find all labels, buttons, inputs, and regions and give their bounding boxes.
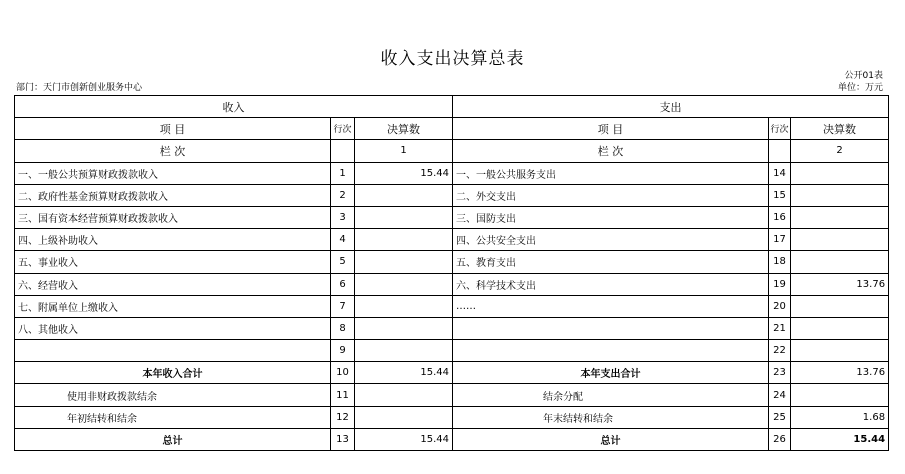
income-row-number: 4 [331, 229, 355, 251]
header-row-columns [15, 118, 889, 140]
form-number: 公开01表 [844, 71, 883, 81]
table-row [15, 273, 889, 295]
income-row-number: 7 [331, 295, 355, 317]
income-row-number: 6 [331, 273, 355, 295]
expense-item-header: 项 目 [453, 118, 769, 140]
expense-row-number: 18 [769, 251, 791, 273]
expense-total-no: 23 [769, 362, 791, 384]
expense-item-label: 四、公共安全支出 [453, 229, 769, 251]
expense-amount [791, 184, 889, 206]
expense-item-label: 三、国防支出 [453, 206, 769, 228]
unit-label: 单位：万元 [837, 83, 883, 93]
total-row [15, 362, 889, 384]
expense-column-number: 2 [791, 140, 889, 162]
expense-column-blank [769, 140, 791, 162]
expense-item-label [453, 340, 769, 362]
expense-total-amount: 13.76 [791, 362, 889, 384]
table-row [15, 317, 889, 339]
income-amount [355, 295, 453, 317]
income-item-label: 六、经营收入 [15, 273, 331, 295]
income-item-label: 三、国有资本经营预算财政拨款收入 [15, 206, 331, 228]
table-row [15, 229, 889, 251]
expense-end-amount: 1.68 [791, 406, 889, 428]
income-grand-amount: 15.44 [355, 428, 453, 450]
expense-distribution-no: 24 [769, 384, 791, 406]
expense-amount [791, 206, 889, 228]
income-header: 收入 [15, 96, 453, 118]
expense-amount-header: 决算数 [791, 118, 889, 140]
income-column-blank [331, 140, 355, 162]
expense-row-number: 16 [769, 206, 791, 228]
expense-item-label: 一、一般公共服务支出 [453, 162, 769, 184]
expense-amount [791, 317, 889, 339]
income-item-label: 七、附属单位上缴收入 [15, 295, 331, 317]
income-amount [355, 340, 453, 362]
expense-total-label: 本年支出合计 [453, 362, 769, 384]
expense-item-label: 五、教育支出 [453, 251, 769, 273]
income-item-label [15, 340, 331, 362]
expense-grand-amount: 15.44 [791, 428, 889, 450]
income-total-amount: 15.44 [355, 362, 453, 384]
income-item-label: 八、其他收入 [15, 317, 331, 339]
income-amount [355, 206, 453, 228]
income-nonfiscal-no: 11 [331, 384, 355, 406]
department-label: 部门：天门市创新创业服务中心 [16, 83, 143, 93]
income-nonfiscal-label: 使用非财政拨款结余 [15, 384, 331, 406]
income-amount [355, 184, 453, 206]
expense-grand-label: 总计 [453, 428, 769, 450]
table-row [15, 184, 889, 206]
header-row-section [15, 96, 889, 118]
expense-amount [791, 229, 889, 251]
table-row [15, 295, 889, 317]
income-row-number: 9 [331, 340, 355, 362]
page-title: 收入支出决算总表 [380, 49, 525, 69]
income-item-header: 项 目 [15, 118, 331, 140]
table-row [15, 340, 889, 362]
income-column-number: 1 [355, 140, 453, 162]
income-row-number: 3 [331, 206, 355, 228]
expense-end-no: 25 [769, 406, 791, 428]
expense-amount [791, 251, 889, 273]
income-begin-label: 年初结转和结余 [15, 406, 331, 428]
expense-item-label: 六、科学技术支出 [453, 273, 769, 295]
income-item-label: 五、事业收入 [15, 251, 331, 273]
expense-amount: 13.76 [791, 273, 889, 295]
header-row-column-numbers [15, 140, 889, 162]
income-begin-amount [355, 406, 453, 428]
expense-item-label: …… [453, 295, 769, 317]
expense-end-label: 年末结转和结余 [453, 406, 769, 428]
income-amount: 15.44 [355, 162, 453, 184]
income-amount [355, 317, 453, 339]
expense-grand-no: 26 [769, 428, 791, 450]
expense-amount [791, 340, 889, 362]
income-amount [355, 229, 453, 251]
income-row-number: 2 [331, 184, 355, 206]
expense-row-number: 14 [769, 162, 791, 184]
grand-total-row [15, 428, 889, 450]
income-row-number: 1 [331, 162, 355, 184]
income-row-number: 8 [331, 317, 355, 339]
expense-amount [791, 162, 889, 184]
income-grand-no: 13 [331, 428, 355, 450]
income-total-label: 本年收入合计 [15, 362, 331, 384]
expense-row-number: 20 [769, 295, 791, 317]
income-expense-table [14, 95, 889, 451]
income-item-label: 四、上级补助收入 [15, 229, 331, 251]
expense-row-header: 行次 [769, 118, 791, 140]
table-row [15, 206, 889, 228]
income-row-number: 5 [331, 251, 355, 273]
balance-row [15, 384, 889, 406]
expense-item-label: 二、外交支出 [453, 184, 769, 206]
expense-row-number: 19 [769, 273, 791, 295]
income-nonfiscal-amount [355, 384, 453, 406]
expense-item-label [453, 317, 769, 339]
table-row [15, 162, 889, 184]
income-amount [355, 273, 453, 295]
income-item-label: 二、政府性基金预算财政拨款收入 [15, 184, 331, 206]
expense-amount [791, 295, 889, 317]
income-item-label: 一、一般公共预算财政拨款收入 [15, 162, 331, 184]
table-row [15, 251, 889, 273]
expense-row-number: 15 [769, 184, 791, 206]
income-amount [355, 251, 453, 273]
expense-row-number: 17 [769, 229, 791, 251]
income-grand-label: 总计 [15, 428, 331, 450]
expense-row-number: 21 [769, 317, 791, 339]
income-begin-no: 12 [331, 406, 355, 428]
expense-header: 支出 [453, 96, 889, 118]
expense-column-label: 栏 次 [453, 140, 769, 162]
income-total-no: 10 [331, 362, 355, 384]
carryover-row [15, 406, 889, 428]
income-row-header: 行次 [331, 118, 355, 140]
income-amount-header: 决算数 [355, 118, 453, 140]
expense-row-number: 22 [769, 340, 791, 362]
expense-distribution-amount [791, 384, 889, 406]
income-column-label: 栏 次 [15, 140, 331, 162]
expense-distribution-label: 结余分配 [453, 384, 769, 406]
